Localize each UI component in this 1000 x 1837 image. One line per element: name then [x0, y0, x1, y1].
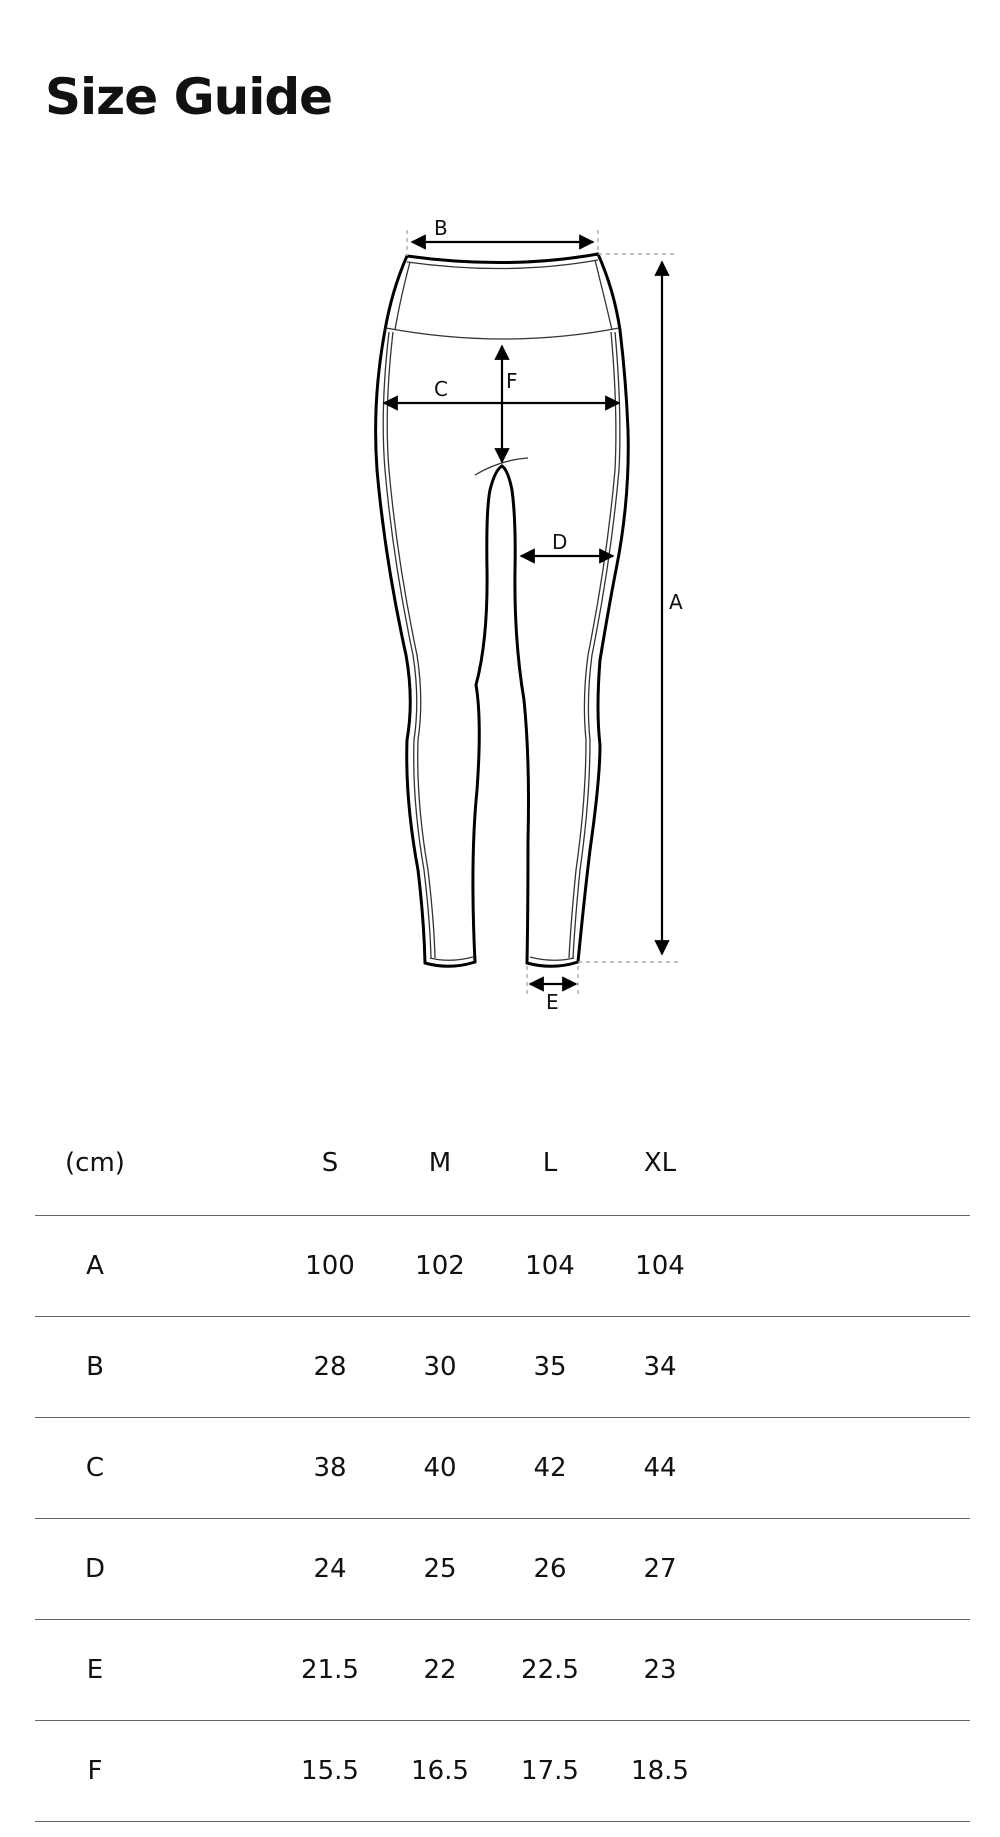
cell-value: 24 [275, 1519, 385, 1620]
label-f: F [506, 369, 518, 393]
cell-value: 30 [385, 1317, 495, 1418]
cell-value: 22 [385, 1620, 495, 1721]
table-row [35, 1317, 970, 1418]
row-label: C [35, 1418, 155, 1519]
table-header-row [35, 1110, 970, 1216]
size-header-l: L [495, 1110, 605, 1216]
cell-value: 16.5 [385, 1721, 495, 1822]
cell-value: 100 [275, 1216, 385, 1317]
cell-value: 21.5 [275, 1620, 385, 1721]
page-title: Size Guide [45, 68, 333, 126]
table-row [35, 1519, 970, 1620]
cell-value: 15.5 [275, 1721, 385, 1822]
table-row [35, 1620, 970, 1721]
row-label: A [35, 1216, 155, 1317]
row-label: B [35, 1317, 155, 1418]
cell-value: 42 [495, 1418, 605, 1519]
guide-lines [407, 230, 678, 995]
row-label: F [35, 1721, 155, 1822]
cell-value: 25 [385, 1519, 495, 1620]
cell-value: 23 [605, 1620, 715, 1721]
cell-value: 34 [605, 1317, 715, 1418]
unit-header: (cm) [35, 1110, 155, 1216]
label-e: E [546, 990, 559, 1014]
row-label: D [35, 1519, 155, 1620]
cell-value: 35 [495, 1317, 605, 1418]
cell-value: 17.5 [495, 1721, 605, 1822]
cell-value: 18.5 [605, 1721, 715, 1822]
cell-value: 104 [605, 1216, 715, 1317]
label-d: D [552, 530, 568, 554]
cell-value: 104 [495, 1216, 605, 1317]
label-a: A [669, 590, 683, 614]
label-b: B [434, 216, 448, 240]
table-row [35, 1721, 970, 1822]
measurement-arrows [384, 242, 662, 984]
label-c: C [434, 377, 448, 401]
cell-value: 27 [605, 1519, 715, 1620]
cell-value: 102 [385, 1216, 495, 1317]
size-table [35, 1110, 970, 1822]
row-label: E [35, 1620, 155, 1721]
cell-value: 38 [275, 1418, 385, 1519]
cell-value: 28 [275, 1317, 385, 1418]
size-header-m: M [385, 1110, 495, 1216]
cell-value: 40 [385, 1418, 495, 1519]
size-header-xl: XL [605, 1110, 715, 1216]
cell-value: 22.5 [495, 1620, 605, 1721]
cell-value: 26 [495, 1519, 605, 1620]
size-header-s: S [275, 1110, 385, 1216]
table-row [35, 1418, 970, 1519]
cell-value: 44 [605, 1418, 715, 1519]
table-row [35, 1216, 970, 1317]
